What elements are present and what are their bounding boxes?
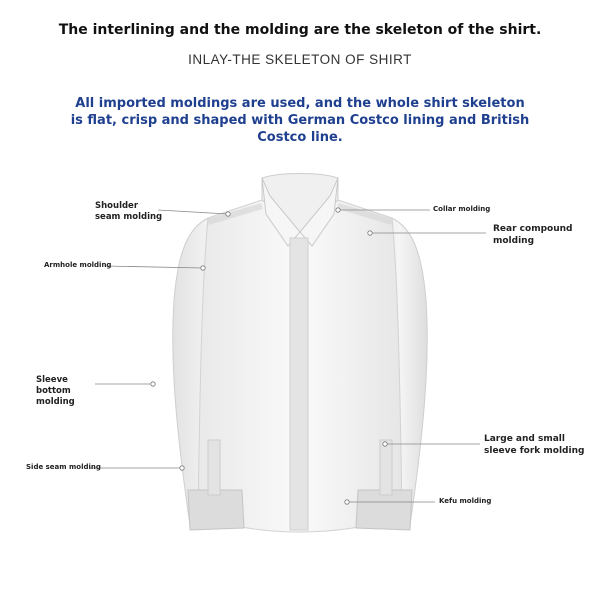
description-text: All imported moldings are used, and the whole shirt skeleton is flat, crisp and shaped with German Costco lining and British Costco line.: [70, 96, 530, 145]
callout-rear-compound: Rear compound molding: [493, 224, 573, 246]
callout-side-seam: Side seam molding: [26, 463, 101, 471]
right-sleeve-fork: [380, 440, 392, 495]
left-sleeve-fork: [208, 440, 220, 495]
callout-shoulder-seam: Shoulder seam molding: [95, 201, 163, 222]
callout-kefu: Kefu molding: [439, 497, 492, 505]
page-subtitle: INLAY-THE SKELETON OF SHIRT: [188, 52, 412, 67]
callout-collar: Collar molding: [433, 205, 491, 213]
right-cuff: [356, 490, 412, 530]
callout-armhole: Armhole molding: [44, 261, 112, 269]
callout-sleeve-bottom: Sleeve bottom molding: [36, 375, 75, 407]
callout-sleeve-fork: Large and small sleeve fork molding: [484, 434, 585, 456]
left-cuff: [188, 490, 244, 530]
page-title: The interlining and the molding are the skeleton of the shirt.: [58, 22, 542, 38]
placket: [290, 238, 308, 530]
